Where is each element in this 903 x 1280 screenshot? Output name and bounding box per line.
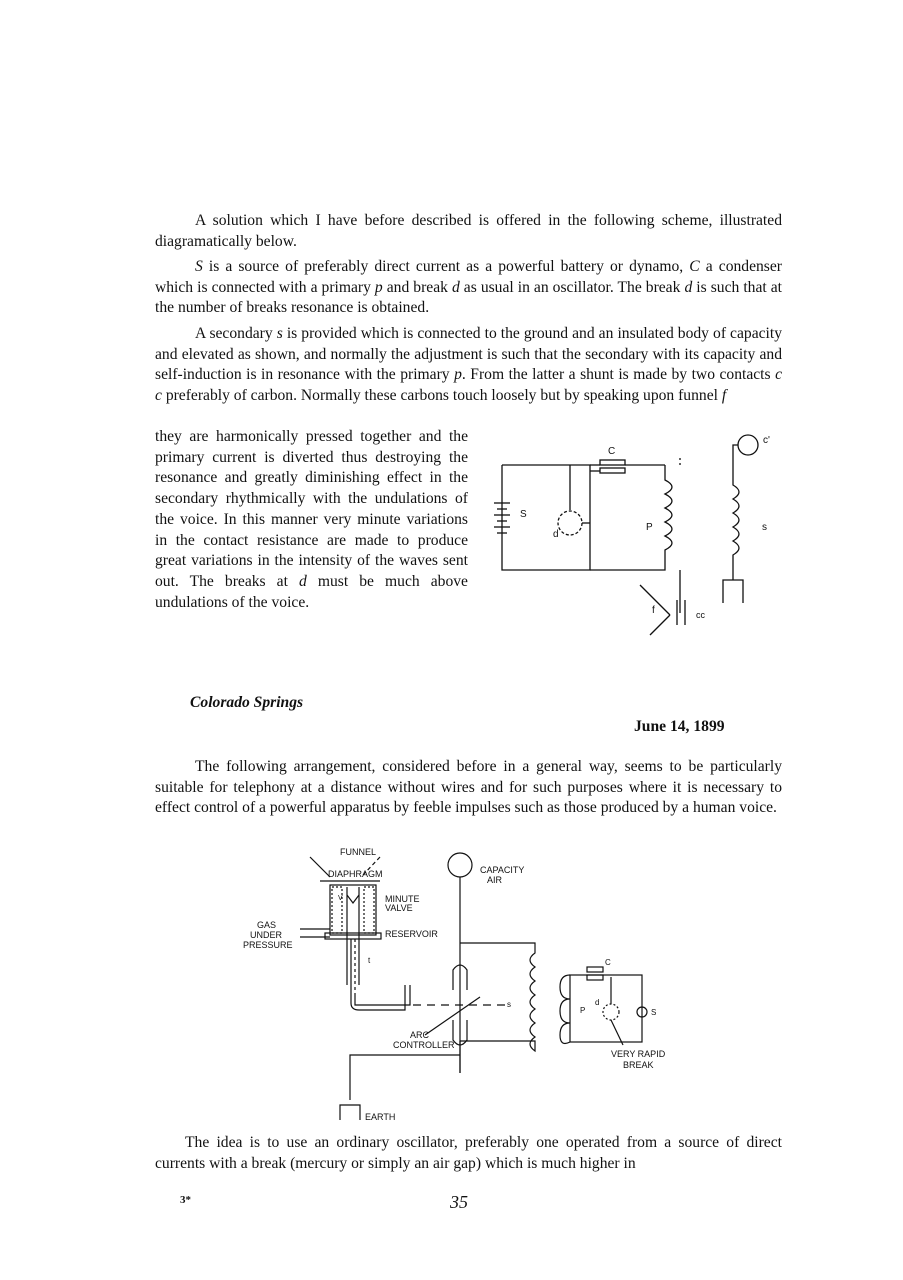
symbol-S: S	[195, 258, 203, 275]
text-run: is provided which is connected to the ground and an insulated body of capacity and elevated as shown, and normally the adjustment is such that the secondary with its capacity and self-induction is in resonance with the primary	[155, 325, 782, 384]
paragraph-secondary-description	[155, 324, 782, 407]
label-C: C	[608, 446, 616, 457]
date-text: June 14, 1899	[634, 718, 725, 735]
symbol-cc: c c	[155, 366, 782, 405]
paragraph-source-description	[155, 257, 782, 319]
symbol-C: C	[689, 258, 700, 275]
label-controller: CONTROLLER	[393, 1040, 455, 1050]
text-run: is such that at the number of breaks resonance is obtained.	[155, 278, 782, 317]
paragraph-secondary-continuation	[155, 427, 468, 613]
label-valve: VALVE	[385, 903, 413, 913]
circuit-diagram-1	[480, 425, 800, 650]
label-p-primary: P	[646, 522, 653, 533]
text-run: they are harmonically pressed together and the primary current is diverted thus destroying the resonance and greatly diminishing effect in the secondary rhythmically with the undulations of the voice. In this manner very minute variations in the contact resistance are made to produce great variations in the intensity of the waves sent out. The breaks at	[155, 428, 468, 590]
place-heading	[190, 693, 303, 714]
text-run: A secondary	[195, 325, 277, 342]
footer-signature-mark: 3*	[180, 1194, 191, 1206]
paragraph-idea-text: The idea is to use an ordinary oscillator, preferably one operated from a source of direct currents with a break (mercury or simply an air gap) which is much higher in	[155, 1134, 782, 1172]
text-run: is a source of preferably direct current as a powerful battery or dynamo,	[202, 258, 690, 275]
text-run: preferably of carbon. Normally these carbons touch loosely but by speaking upon funnel	[161, 387, 722, 405]
page-number: 35	[450, 1192, 468, 1212]
label-gas: GAS	[257, 920, 277, 930]
text-run: . From the latter a shunt is made by two contacts	[461, 366, 776, 384]
label-minute: MINUTE	[385, 894, 420, 904]
label-break: BREAK	[623, 1060, 654, 1070]
date-heading	[634, 717, 725, 738]
paragraph-idea	[155, 1133, 782, 1174]
label-earth: EARTH	[365, 1112, 396, 1122]
symbol-d: d	[299, 572, 307, 590]
text-run: a condenser which is connected with a primary	[155, 258, 782, 296]
label-reservoir: RESERVOIR	[385, 929, 438, 939]
symbol-p: p	[374, 278, 383, 296]
label-p-2: P	[580, 1006, 586, 1015]
label-very-rapid: VERY RAPID	[611, 1049, 666, 1059]
text-run: as usual in an oscillator. The break	[459, 278, 685, 296]
label-v: V	[338, 895, 343, 902]
label-funnel: FUNNEL	[340, 847, 377, 857]
label-s-secondary-2: s	[507, 1000, 511, 1009]
label-s-secondary: s	[762, 522, 767, 533]
label-S-battery: S	[520, 509, 527, 520]
label-t: t	[368, 956, 371, 965]
place-text: Colorado Springs	[190, 694, 304, 711]
label-f-funnel: f	[652, 605, 655, 616]
paragraph-intro	[155, 211, 782, 252]
label-pressure: PRESSURE	[243, 940, 293, 950]
symbol-d: d	[684, 278, 693, 296]
text-run: and break	[382, 278, 452, 296]
label-capacity: CAPACITY	[480, 865, 525, 875]
symbol-d: d	[451, 278, 460, 296]
label-d-2: d	[595, 998, 600, 1007]
symbol-p: p	[454, 366, 462, 384]
label-c-prime: c'	[763, 435, 770, 446]
label-cc-carbons: cc	[696, 610, 705, 620]
label-arc: ARC	[410, 1030, 430, 1040]
symbol-f: f	[721, 387, 727, 405]
text-run: must be much above undulations of the voice.	[155, 572, 468, 611]
label-d-break: d	[553, 529, 559, 540]
circuit-diagram-2	[235, 845, 695, 1130]
label-air: AIR	[487, 875, 503, 885]
label-S-right: S	[651, 1008, 657, 1017]
paragraph-telephony-text: The following arrangement, considered before in a general way, seems to be particularly suitable for telephony at a distance without wires and for such purposes where it is necessary to effect control of a powerful apparatus by feeble impulses such as those produced by a human voice.	[155, 758, 782, 817]
paragraph-intro-text: A solution which I have before described is offered in the following scheme, illustrated diagramatically below.	[155, 212, 782, 250]
paragraph-telephony	[155, 757, 782, 819]
label-diaphragm: DIAPHRAGM	[328, 869, 383, 879]
label-under: UNDER	[250, 930, 283, 940]
symbol-s: s	[276, 325, 283, 342]
label-C-2: C	[605, 958, 611, 967]
